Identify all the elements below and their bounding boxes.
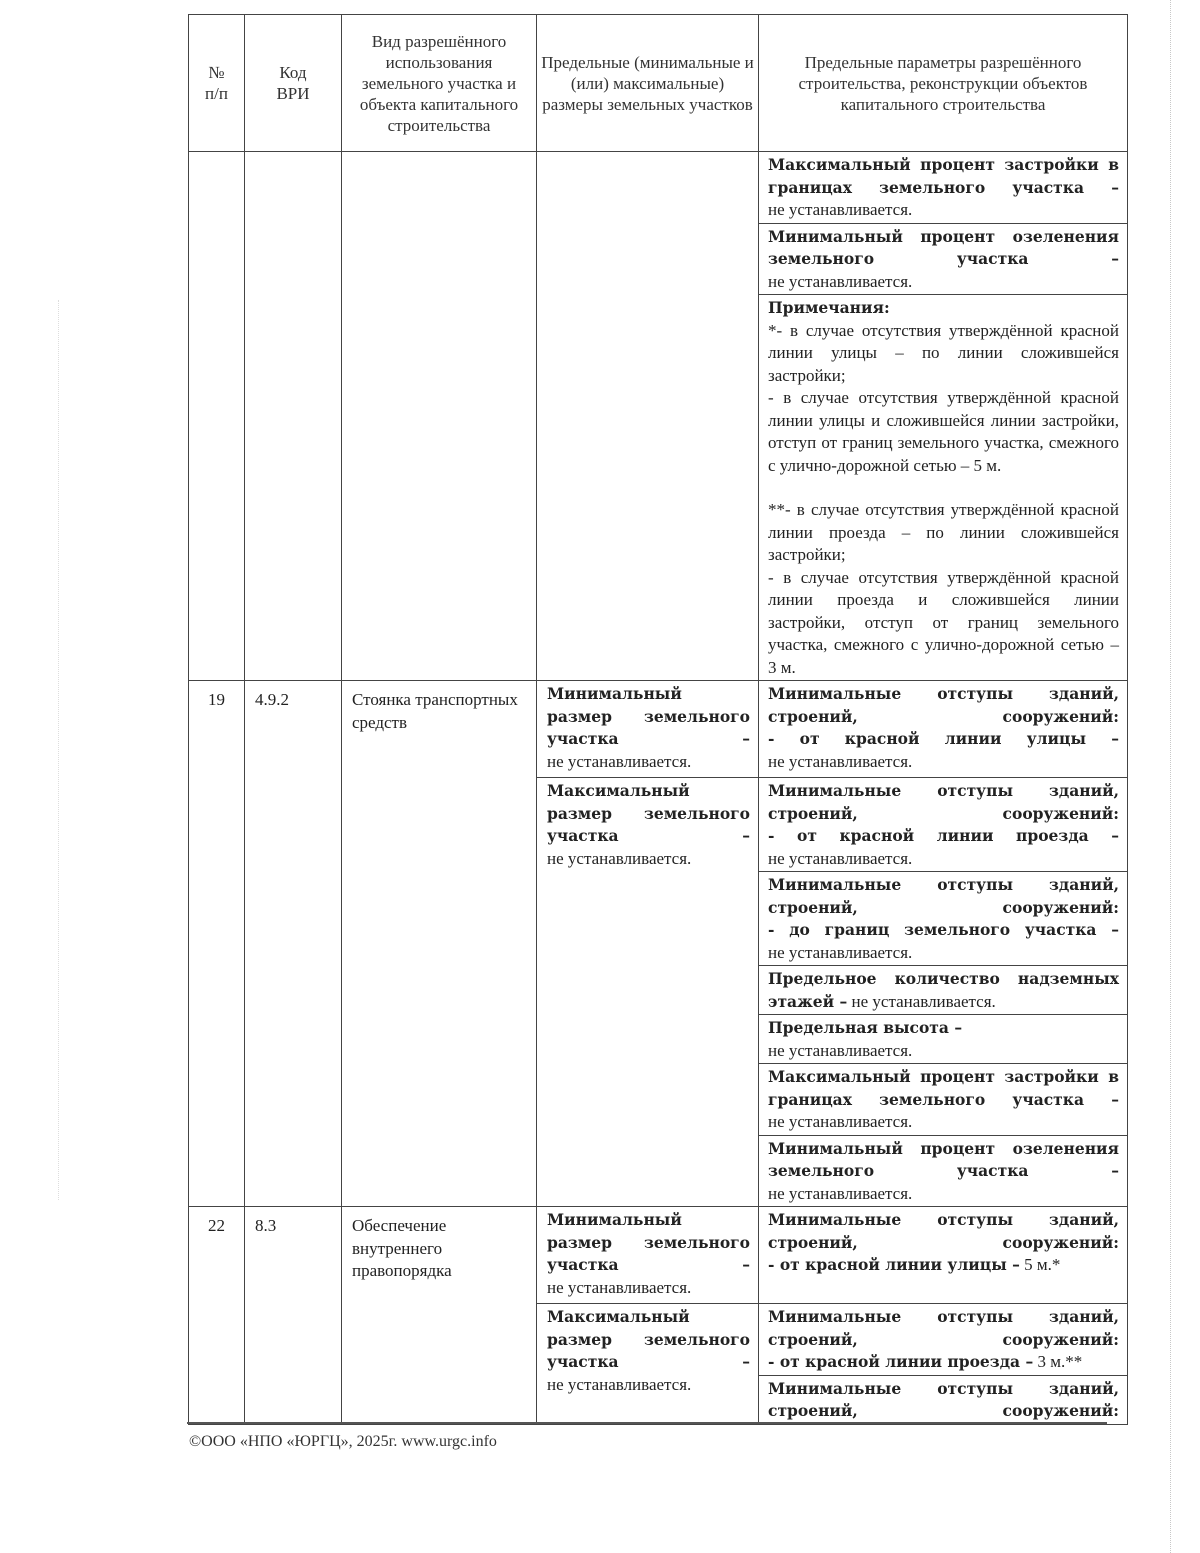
size-cell: [537, 778, 759, 1207]
header-code: Код ВРИ: [245, 15, 342, 152]
param-cell: [759, 223, 1128, 295]
size-bold: Минимальный размер земельного участка –: [547, 684, 750, 748]
param-value: 3 м.**: [1037, 1352, 1083, 1371]
param-bold: Минимальные отступы зданий, строений, сооружений:: [768, 875, 1119, 917]
param-bold: Минимальные отступы зданий, строений, сооружений:: [768, 1378, 1119, 1420]
param-cell: [759, 1375, 1128, 1424]
size-value: не устанавливается.: [547, 751, 692, 771]
param-bold: Минимальные отступы зданий, строений, сооружений:: [768, 1210, 1119, 1252]
param-bold: Минимальный процент озеленения земельного участка –: [768, 226, 1119, 268]
size-bold: Максимальный размер земельного участка –: [547, 1307, 750, 1371]
note-line: *- в случае отсутствия утверждённой красной линии улицы – по линии сложившейся застройки;: [768, 320, 1119, 385]
cell-vri: Обеспечение внутреннего правопорядка: [342, 1207, 537, 1425]
param-cell: [759, 1064, 1128, 1136]
cell-code-cont: [245, 152, 342, 681]
size-value: не устанавливается.: [547, 1374, 692, 1394]
scan-edge-left: [58, 300, 59, 1200]
param-value: не устанавливается.: [851, 991, 996, 1011]
param-inline: [768, 991, 1119, 1014]
param-cell: [759, 1304, 1128, 1376]
param-value: не устанавливается.: [768, 848, 913, 868]
note-gap: [768, 477, 1119, 499]
table-row: [189, 152, 1128, 224]
param-cell: [759, 872, 1128, 966]
note-line: - в случае отсутствия утверждённой красной линии улицы и сложившейся линии застройки, отступ от границ земельного участка, смежного с улично-дорожной сетью – 5 м.: [768, 388, 1119, 475]
header-params: Предельные параметры разрешённого строительства, реконструкции объектов капитального строительства: [759, 15, 1128, 152]
table-row: [189, 1207, 1128, 1304]
param-bold: Предельная высота –: [768, 1018, 963, 1037]
param-cell: [759, 152, 1128, 224]
param-value: не устанавливается.: [768, 1183, 913, 1203]
footer-copyright: ©ООО «НПО «ЮРГЦ», 2025г. www.urgc.info: [189, 1433, 497, 1450]
scan-edge: [1170, 0, 1171, 1553]
notes-cell: [759, 295, 1128, 681]
param-bold: Минимальный процент озеленения земельного участка –: [768, 1138, 1119, 1180]
param-cell: [759, 1015, 1128, 1064]
param-value: не устанавливается.: [768, 751, 913, 771]
param-bold-2: - от красной линии улицы –: [768, 1255, 1020, 1274]
cell-sizes-cont: [537, 152, 759, 681]
param-bold-2: - до границ земельного участка –: [768, 920, 1119, 939]
param-value: не устанавливается.: [768, 200, 913, 219]
size-cell: [537, 1304, 759, 1425]
size-value: не устанавливается.: [547, 848, 692, 868]
param-bold-2: - от красной линии улицы –: [768, 729, 1119, 748]
param-cell: [759, 1207, 1128, 1304]
param-cell: [759, 681, 1128, 778]
param-bold-2: - от красной линии проезда –: [768, 826, 1119, 845]
param-value: 5 м.*: [1024, 1255, 1061, 1274]
param-bold: Минимальные отступы зданий, строений, сооружений:: [768, 684, 1119, 726]
size-value: не устанавливается.: [547, 1277, 692, 1297]
param-value: не устанавливается.: [768, 271, 913, 291]
param-value: не устанавливается.: [768, 1040, 913, 1060]
size-bold: Минимальный размер земельного участка –: [547, 1210, 750, 1274]
cell-no: 22: [189, 1207, 245, 1425]
cell-vri: Стоянка транспортных средств: [342, 681, 537, 1207]
header-no: № п/п: [189, 15, 245, 152]
param-bold: Минимальные отступы зданий, строений, сооружений:: [768, 781, 1119, 823]
param-bold-2: - от красной линии проезда –: [768, 1352, 1034, 1371]
param-value: не устанавливается.: [768, 942, 913, 962]
size-bold: Максимальный размер земельного участка –: [547, 781, 750, 845]
cell-code: 8.3: [245, 1207, 342, 1425]
param-cell: [759, 778, 1128, 872]
size-cell: [537, 1207, 759, 1304]
header-vri: Вид разрешённого использования земельного участка и объекта капитального строительства: [342, 15, 537, 152]
header-sizes: Предельные (минимальные и (или) максимальные) размеры земельных участков: [537, 15, 759, 152]
param-inline: [768, 1351, 1119, 1374]
note-line: **- в случае отсутствия утверждённой красной линии проезда – по линии сложившейся застройки;: [768, 500, 1119, 564]
param-bold: Максимальный процент застройки в границах земельного участка –: [768, 1067, 1119, 1109]
param-cell: [759, 966, 1128, 1015]
param-cell: [759, 1135, 1128, 1207]
param-value: не устанавливается.: [768, 1112, 913, 1131]
regulations-table: [188, 14, 1128, 1425]
param-bold: Минимальные отступы зданий, строений, сооружений:: [768, 1307, 1119, 1349]
cell-vri-cont: [342, 152, 537, 681]
cell-no: 19: [189, 681, 245, 1207]
notes-title: Примечания:: [768, 298, 890, 317]
cell-code: 4.9.2: [245, 681, 342, 1207]
param-inline: [768, 1254, 1119, 1277]
table-row: [189, 681, 1128, 778]
note-line: - в случае отсутствия утверждённой красной линии проезда и сложившейся линии застройки, отступ от границ земельного участка, смежного с улично-дорожной сетью – 3 м.: [768, 567, 1119, 677]
param-bold: Предельное количество надземных: [768, 969, 1119, 988]
footer-divider: [187, 1422, 1107, 1424]
size-cell: [537, 681, 759, 778]
table-header-row: [189, 15, 1128, 152]
cell-no-cont: [189, 152, 245, 681]
param-bold: Максимальный процент застройки в границах земельного участка –: [768, 155, 1119, 197]
param-bold-tail: этажей –: [768, 991, 848, 1011]
